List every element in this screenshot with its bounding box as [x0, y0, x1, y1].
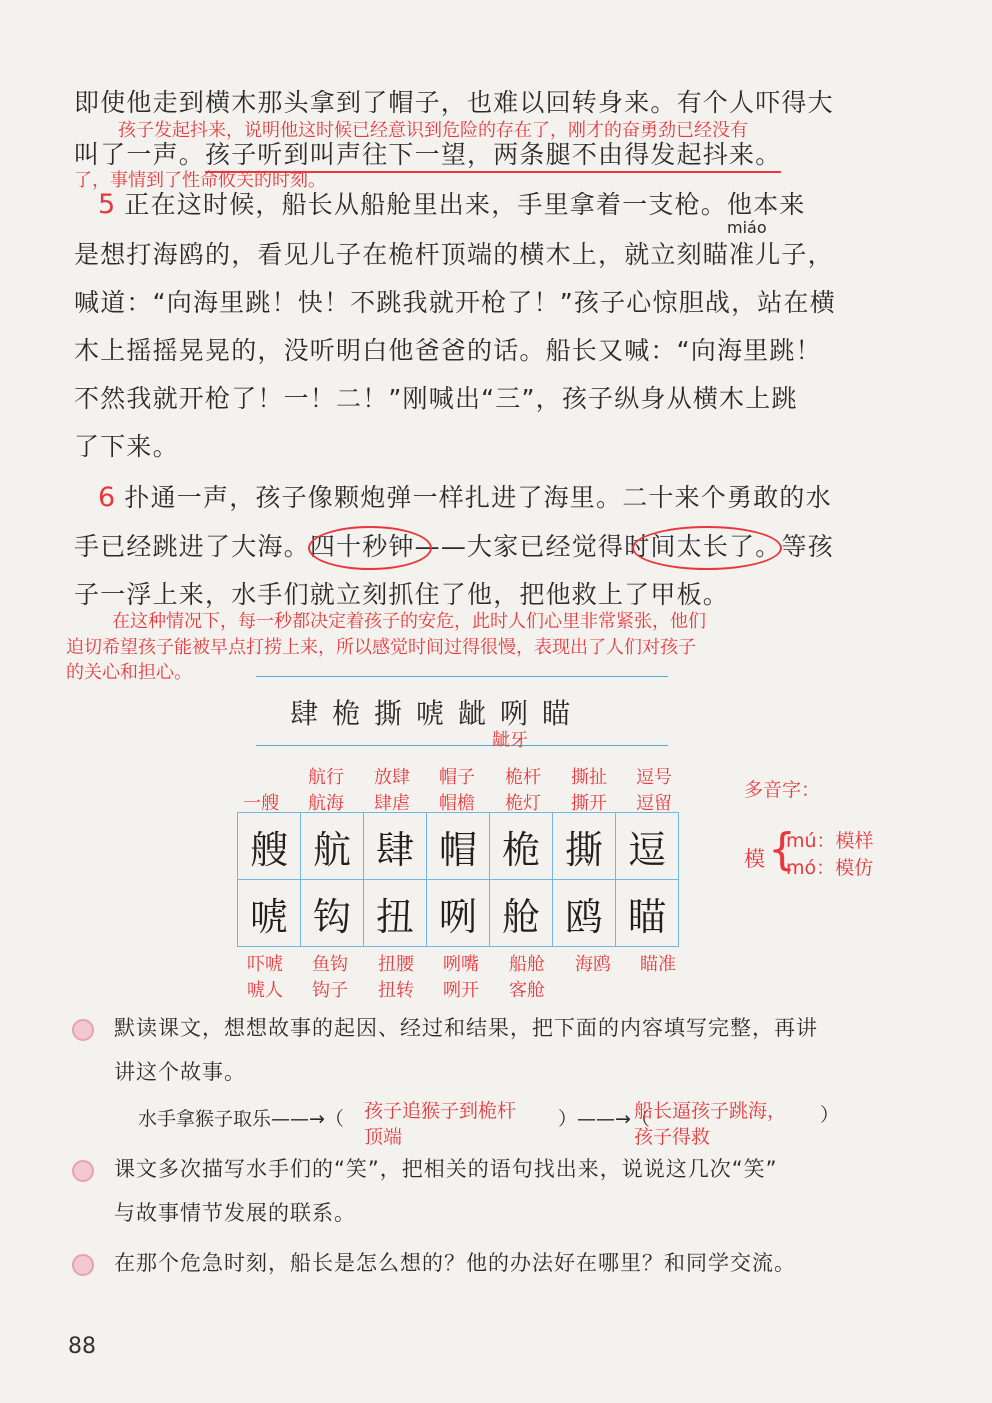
grid-char: 撕 — [553, 813, 616, 880]
word: 唬人 — [247, 980, 283, 1001]
word: 逗留 — [636, 793, 672, 814]
question-2-line1: 课文多次描写水手们的“笑”，把相关的语句找出来，说说这几次“笑” — [114, 1157, 778, 1181]
annotation-p4-1: 孩子发起抖来，说明他这时候已经意识到危险的存在了，刚才的奋勇劲已经没有 — [118, 120, 748, 141]
flow-answer-2a: 船长逼孩子跳海， — [634, 1100, 787, 1122]
p6-line1-text: 扑通一声，孩子像颗炮弹一样扎进了海里。二十来个勇敢的水 — [124, 483, 832, 512]
polyphone-title: 多音字： — [744, 779, 821, 801]
word: 逗号 — [636, 767, 672, 788]
question-3: 在那个危急时刻，船长是怎么想的？他的办法好在哪里？和同学交流。 — [114, 1251, 796, 1275]
grid-char: 舱 — [490, 880, 553, 947]
word: 钩子 — [312, 980, 348, 1001]
word: 撕开 — [571, 793, 607, 814]
word: 帽檐 — [439, 793, 475, 814]
flow-mid: ）——→（ — [558, 1108, 650, 1130]
grid-char: 扭 — [364, 880, 427, 947]
page-number: 88 — [68, 1334, 96, 1359]
word: 海鸥 — [575, 954, 611, 975]
grid-char: 肆 — [364, 813, 427, 880]
grid-char: 逗 — [616, 813, 679, 880]
grid-char: 瞄 — [616, 880, 679, 947]
word: 扭腰 — [378, 954, 414, 975]
polyphone-char: 模 — [744, 847, 765, 871]
character-writing-grid — [237, 812, 679, 947]
grid-char: 帽 — [427, 813, 490, 880]
annotation-p4-2: 了，事情到了性命攸关的时刻。 — [74, 170, 326, 191]
divider — [256, 676, 668, 677]
grid-char: 咧 — [427, 880, 490, 947]
grid-char: 鸥 — [553, 880, 616, 947]
divider — [256, 745, 668, 746]
word: 放肆 — [374, 767, 410, 788]
red-circle-mark — [632, 526, 782, 570]
word: 肆虐 — [374, 793, 410, 814]
word: 船舱 — [509, 954, 545, 975]
p5-line6: 了下来。 — [74, 432, 179, 461]
grid-char: 艘 — [238, 813, 301, 880]
annotation-p6-3: 的关心和担心。 — [66, 662, 192, 683]
word: 撕扯 — [571, 767, 607, 788]
vocab-recognize-chars: 肆桅撕唬龇咧瞄 — [290, 697, 585, 730]
p5-line5: 不然我就开枪了！一！二！”刚喊出“三”，孩子纵身从横木上跳 — [74, 384, 798, 413]
circled-phrase-too-long: 时间太长了 — [624, 532, 756, 561]
word: 鱼钩 — [312, 954, 348, 975]
circled-phrase-forty-seconds: 四十秒钟 — [309, 532, 415, 561]
p5-line3: 喊道：“向海里跳！快！不跳我就开枪了！”孩子心惊胆战，站在横 — [74, 288, 836, 317]
paragraph-number-6: 6 — [98, 482, 117, 513]
polyphone-reading-1: mú：模样 — [786, 830, 874, 852]
p5-line1-text: 正在这时候，船长从船舱里出来，手里拿着一支枪。他本来 — [124, 190, 806, 219]
p6-line3: 子一浮上来，水手们就立刻抓住了他，把他救上了甲板。 — [74, 580, 730, 609]
p6-line2-c: ——大家已经觉得 — [414, 532, 625, 561]
p4-line2-start: 叫了一声。 — [74, 140, 206, 169]
underlined-sentence: 孩子听到叫声往下一望，两条腿不由得发起抖来。 — [205, 140, 781, 173]
flow-answer-2b: 孩子得救 — [634, 1126, 711, 1148]
p6-line2-a: 手已经跳进了大海。 — [74, 532, 310, 561]
brace-icon: { — [768, 824, 796, 875]
word: 帽子 — [439, 767, 475, 788]
word: 桅杆 — [505, 767, 541, 788]
grid-char: 航 — [301, 813, 364, 880]
grid-row — [238, 813, 679, 880]
question-1-line1: 默读课文，想想故事的起因、经过和结果，把下面的内容填写完整，再讲 — [114, 1016, 818, 1040]
grid-char: 桅 — [490, 813, 553, 880]
p4-line1: 即使他走到横木那头拿到了帽子，也难以回转身来。有个人吓得大 — [74, 88, 834, 117]
flow-end: ） — [820, 1104, 840, 1126]
word: 吓唬 — [247, 954, 283, 975]
word: 扭转 — [378, 980, 414, 1001]
question-bullet-icon — [72, 1019, 94, 1041]
flow-answer-1b: 顶端 — [364, 1126, 403, 1148]
flow-start: 水手拿猴子取乐——→（ — [138, 1108, 344, 1130]
word: 航海 — [308, 793, 344, 814]
paragraph-number-5: 5 — [98, 189, 117, 220]
pinyin-miao: miáo — [727, 218, 767, 237]
question-1-line2: 讲这个故事。 — [114, 1060, 246, 1084]
word: 客舱 — [509, 980, 545, 1001]
word: 桅灯 — [505, 793, 541, 814]
flow-answer-1a: 孩子追猴子到桅杆 — [364, 1100, 517, 1122]
word: 航行 — [308, 767, 344, 788]
question-bullet-icon — [72, 1254, 94, 1276]
red-circle-mark — [308, 526, 432, 570]
p5-line1 — [98, 190, 806, 220]
p5-line2: 是想打海鸥的，看见儿子在桅杆顶端的横木上，就立刻瞄准儿子， — [74, 240, 834, 269]
annotation-p6-1: 在这种情况下，每一秒都决定着孩子的安危，此时人们心里非常紧张，他们 — [112, 611, 706, 632]
question-bullet-icon — [72, 1160, 94, 1182]
vocab-note: 龇牙 — [492, 730, 528, 751]
p6-line2-e: 。等孩 — [755, 532, 834, 561]
grid-char: 唬 — [238, 880, 301, 947]
grid-char: 钩 — [301, 880, 364, 947]
word: 咧开 — [443, 980, 479, 1001]
p4-line2 — [74, 140, 781, 170]
annotation-p6-2: 迫切希望孩子能被早点打捞上来，所以感觉时间过得很慢，表现出了人们对孩子 — [66, 637, 696, 658]
p5-line4: 木上摇摇晃晃的，没听明白他爸爸的话。船长又喊：“向海里跳！ — [74, 336, 822, 365]
word: 一艘 — [243, 793, 279, 814]
question-2-line2: 与故事情节发展的联系。 — [114, 1201, 356, 1225]
p6-line1 — [98, 483, 832, 513]
grid-row — [238, 880, 679, 947]
polyphone-reading-2: mó：模仿 — [786, 857, 874, 879]
word: 瞄准 — [640, 954, 676, 975]
word: 咧嘴 — [443, 954, 479, 975]
